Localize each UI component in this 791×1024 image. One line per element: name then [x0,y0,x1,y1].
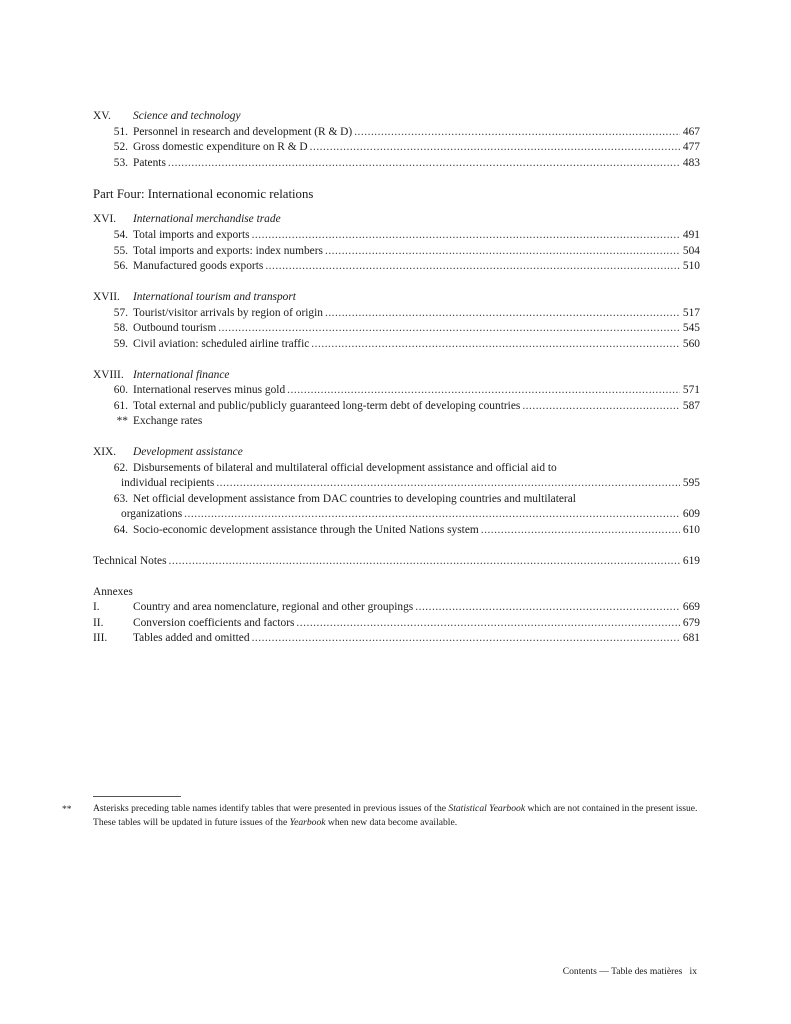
dot-leader [310,140,680,156]
table-number: 54. [113,229,128,241]
table-number: 63. [113,493,128,505]
page-number: 504 [682,245,700,257]
toc-entry[interactable] [93,125,700,141]
entry-label: Civil aviation: scheduled airline traffic [133,338,310,350]
toc-entry[interactable] [93,244,700,260]
dot-leader [216,476,680,492]
entry-label: Patents [133,157,166,169]
page-number: 595 [682,477,700,489]
toc-entry[interactable] [93,383,700,399]
footnote-marker: ** [62,804,72,815]
chapter-heading [93,212,700,228]
dot-leader [168,156,680,172]
dot-leader [296,616,679,632]
table-number: 57. [113,307,128,319]
toc-entry-first-line[interactable] [93,492,700,508]
chapter-heading [93,109,700,125]
toc-entry-omitted[interactable] [93,414,700,430]
page-number: 510 [682,260,700,272]
entry-label: Tables added and omitted [133,632,250,644]
entry-label: Gross domestic expenditure on R & D [133,141,308,153]
page-number: 467 [682,126,700,138]
page-number: 669 [682,601,700,613]
page-number: 483 [682,157,700,169]
dot-leader [354,125,680,141]
entry-label: Tourist/visitor arrivals by region of origin [133,307,323,319]
dot-leader [287,383,680,399]
chapter-title: International merchandise trade [133,213,281,225]
toc-entry[interactable] [93,321,700,337]
chapter-number: XVI. [93,213,117,225]
annex-number: I. [93,601,100,613]
chapter-heading [93,290,700,306]
toc-entry-annex[interactable] [93,616,700,632]
entry-label: Disbursements of bilateral and multilateral official development assistance and official aid to [133,462,557,474]
entry-label-continued: individual recipients [121,477,215,489]
dot-leader [184,507,680,523]
page-number: 619 [682,555,700,567]
footnote-italic-title: Statistical Yearbook [448,803,526,814]
page-number: 681 [682,632,700,644]
chapter-heading [93,445,700,461]
part-heading: Part Four: International economic relations [93,187,314,201]
running-footer [563,964,697,980]
entry-label-continued: organizations [121,508,183,520]
table-number: 56. [113,260,128,272]
table-number: 55. [113,245,128,257]
table-number: 58. [113,322,128,334]
table-number: 53. [113,157,128,169]
table-number: 52. [113,141,128,153]
entry-label: Total imports and exports [133,229,250,241]
toc-entry[interactable] [93,259,700,275]
entry-label: Personnel in research and development (R & D) [133,126,353,138]
toc-entry[interactable] [93,476,700,492]
dot-leader [415,600,680,616]
toc-entry-technical-notes[interactable] [93,554,700,570]
annexes-heading: Annexes [93,586,133,598]
chapter-title: International tourism and transport [133,291,296,303]
annex-number: III. [93,632,108,644]
footer-page-number: ix [689,966,697,977]
dot-leader [311,337,680,353]
page-number: 587 [682,400,700,412]
table-number: 64. [113,524,128,536]
toc-entry[interactable] [93,156,700,172]
chapter-title: International finance [133,369,230,381]
entry-label: Technical Notes [93,555,167,567]
table-number: 59. [113,338,128,350]
dot-leader [218,321,680,337]
dot-leader [522,399,680,415]
table-number: 60. [113,384,128,396]
omitted-marker: ** [116,415,128,427]
entry-label: Socio-economic development assistance through the United Nations system [133,524,479,536]
dot-leader [169,554,680,570]
dot-leader [265,259,680,275]
footnote-rule [93,796,181,797]
page-number: 609 [682,508,700,520]
footnote-italic-short-title: Yearbook [289,817,326,828]
page-number: 517 [682,307,700,319]
toc-entry-annex[interactable] [93,600,700,616]
toc-entry[interactable] [93,306,700,322]
footnote-text: Asterisks preceding table names identify tables that were presented in previous issues of the Statistical Yearbook which are not contained in the present issue. These tables will be updated in future issues of the Yearbook when new data become available. [93,803,698,828]
page-number: 610 [682,524,700,536]
toc-entry[interactable] [93,337,700,353]
entry-label: Total external and public/publicly guaranteed long-term debt of developing countries [133,400,521,412]
toc-entry[interactable] [93,399,700,415]
dot-leader [252,631,680,647]
dot-leader [325,306,680,322]
chapter-heading [93,368,700,384]
chapter-number: XV. [93,110,111,122]
entry-label: Total imports and exports: index numbers [133,245,323,257]
footer-text: Contents — Table des matières [562,966,683,977]
page-number: 571 [682,384,700,396]
chapter-number: XVIII. [93,369,124,381]
toc-entry-first-line[interactable] [93,461,700,477]
table-number: 51. [113,126,128,138]
toc-entry[interactable] [93,523,700,539]
entry-label: Outbound tourism [133,322,217,334]
page-number: 491 [682,229,700,241]
toc-entry[interactable] [93,140,700,156]
page-number: 477 [682,141,700,153]
annex-number: II. [93,617,104,629]
entry-label: Conversion coefficients and factors [133,617,295,629]
entry-label: Net official development assistance from DAC countries to developing countries and multilateral [133,493,576,505]
toc-entry-annex[interactable] [93,631,700,647]
dot-leader [325,244,680,260]
entry-label: Country and area nomenclature, regional and other groupings [133,601,414,613]
chapter-title: Development assistance [133,446,243,458]
dot-leader [481,523,680,539]
chapter-number: XVII. [93,291,120,303]
page-number: 679 [682,617,700,629]
page-number: 560 [682,338,700,350]
chapter-title: Science and technology [133,110,241,122]
entry-label: Manufactured goods exports [133,260,264,272]
table-number: 61. [113,400,128,412]
toc-entry[interactable] [93,228,700,244]
entry-label: International reserves minus gold [133,384,286,396]
entry-label: Exchange rates [133,415,203,427]
page-number: 545 [682,322,700,334]
dot-leader [252,228,680,244]
chapter-number: XIX. [93,446,117,458]
table-number: 62. [113,462,128,474]
toc-entry[interactable] [93,507,700,523]
